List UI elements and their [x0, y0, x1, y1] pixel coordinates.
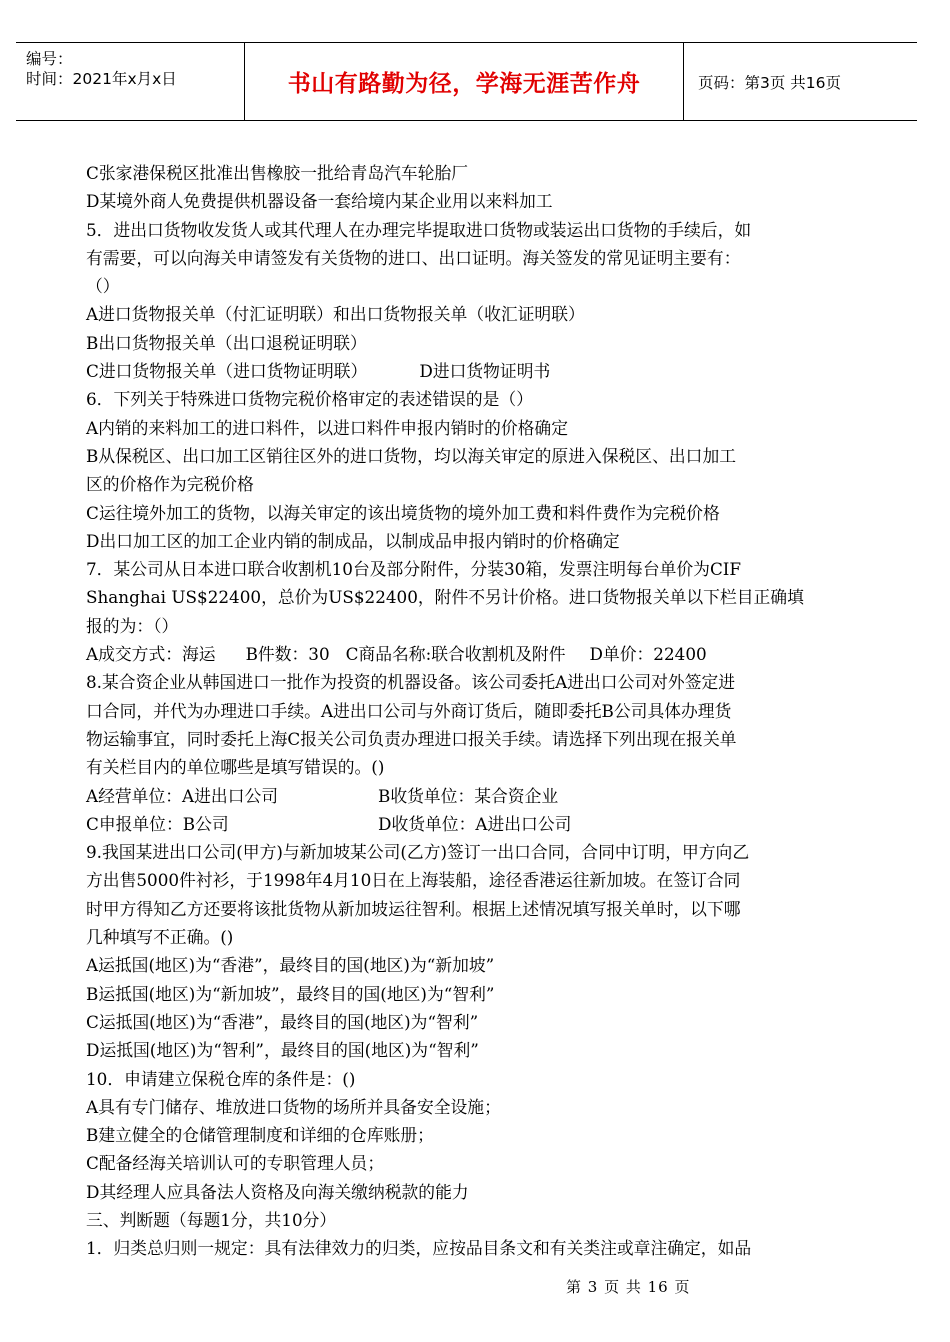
text-line: 几种填写不正确。(): [86, 927, 234, 948]
page-info: 页码：第3页 共16页: [698, 73, 842, 92]
motto-text: 书山有路勤为径，学海无涯苦作舟: [287, 71, 641, 97]
text-line: 有需要，可以向海关申请签发有关货物的进口、出口证明。海关签发的常见证明主要有：: [86, 247, 741, 268]
document-number-label: 编号：: [26, 50, 73, 68]
judgment-question-1: 1．归类总归则一规定：具有法律效力的归类，应按品目条文和有关类注或章注确定，如品: [86, 1238, 752, 1259]
header-motto-cell: [245, 43, 684, 120]
question-10-text: 10．申请建立保税仓库的条件是：(): [86, 1068, 356, 1089]
page-footer: 第 3 页 共 16 页: [566, 1278, 691, 1296]
option-line: D其经理人应具备法人资格及向海关缴纳税款的能力: [86, 1181, 469, 1202]
option-row: [86, 810, 856, 838]
text-line: 时甲方得知乙方还要将该批货物从新加坡运往智利。根据上述情况填写报关单时，以下哪: [86, 898, 741, 919]
text-line: 方出售5000件衬衫，于1998年4月10日在上海装船，途径香港运往新加坡。在签订合同: [86, 870, 741, 891]
option-row: [86, 357, 856, 385]
text-line: Shanghai US$22400，总价为US$22400，附件不另计价格。进口货物报关单以下栏目正确填: [86, 587, 804, 608]
question-8-text: 8.某合资企业从韩国进口一批作为投资的机器设备。该公司委托A进出口公司对外签定进: [86, 672, 736, 693]
question-9-text: 9.我国某进出口公司(甲方)与新加坡某公司(乙方)签订一出口合同，合同中订明，甲方向乙: [86, 842, 750, 863]
option-line: A内销的来料加工的进口料件，以进口料件申报内销时的价格确定: [86, 417, 568, 438]
option-a: A成交方式：海运: [86, 644, 216, 665]
text-line: 物运输事宜，同时委托上海C报关公司负责办理进口报关手续。请选择下列出现在报关单: [86, 728, 737, 749]
option-line: B建立健全的仓储管理制度和详细的仓库账册；: [86, 1125, 434, 1146]
question-6-text: 6．下列关于特殊进口货物完税价格审定的表述错误的是（）: [86, 389, 533, 410]
document-body: [86, 159, 856, 1263]
option-c: C进口货物报关单（进口货物证明联）: [86, 361, 368, 382]
option-c: C商品名称:联合收割机及附件: [345, 644, 566, 665]
option-line: B运抵国(地区)为“新加坡”，最终目的国(地区)为“智利”: [86, 983, 495, 1004]
text-line: （）: [86, 276, 120, 297]
text-line: C张家港保税区批准出售橡胶一批给青岛汽车轮胎厂: [86, 163, 469, 183]
header-meta-cell: [16, 43, 245, 120]
header-page-cell: [684, 43, 917, 120]
option-line: D出口加工区的加工企业内销的制成品，以制成品申报内销时的价格确定: [86, 530, 620, 551]
option-line: D运抵国(地区)为“智利”，最终目的国(地区)为“智利”: [86, 1040, 479, 1061]
question-7-text: 7．某公司从日本进口联合收割机10台及部分附件，分装30箱，发票注明每台单价为CIF: [86, 559, 742, 580]
option-row: [86, 640, 856, 668]
option-c: C申报单位：B公司: [86, 813, 229, 834]
option-line: A运抵国(地区)为“香港”，最终目的国(地区)为“新加坡”: [86, 955, 495, 976]
document-header: [16, 42, 917, 121]
option-d: D单价：22400: [589, 644, 707, 665]
option-d: D进口货物证明书: [419, 361, 551, 382]
text-line: D某境外商人免费提供机器设备一套给境内某企业用以来料加工: [86, 191, 553, 212]
option-line: C运往境外加工的货物，以海关审定的该出境货物的境外加工费和料件费作为完税价格: [86, 502, 720, 523]
option-d: D收货单位：A进出口公司: [378, 813, 572, 834]
option-b: B件数：30: [245, 644, 330, 665]
document-date: 时间：2021年x月x日: [26, 70, 177, 88]
option-row: [86, 782, 856, 810]
option-line: A具有专门储存、堆放进口货物的场所并具备安全设施；: [86, 1096, 501, 1117]
question-5-text: 5．进出口货物收发货人或其代理人在办理完毕提取进口货物或装运出口货物的手续后，如: [86, 219, 752, 240]
option-line: B从保税区、出口加工区销往区外的进口货物，均以海关审定的原进入保税区、出口加工: [86, 445, 737, 466]
option-line: A进口货物报关单（付汇证明联）和出口货物报关单（收汇证明联）: [86, 304, 585, 325]
section-heading: 三、判断题（每题1分，共10分）: [86, 1209, 337, 1230]
text-line: 区的价格作为完税价格: [86, 474, 254, 495]
option-line: B出口货物报关单（出口退税证明联）: [86, 332, 367, 353]
text-line: 口合同，并代为办理进口手续。A进出口公司与外商订货后，随即委托B公司具体办理货: [86, 700, 732, 721]
option-line: C配备经海关培训认可的专职管理人员；: [86, 1153, 385, 1174]
option-line: C运抵国(地区)为“香港”，最终目的国(地区)为“智利”: [86, 1011, 479, 1032]
text-line: 报的为：（）: [86, 615, 179, 636]
option-a: A经营单位：A进出口公司: [86, 785, 279, 806]
text-line: 有关栏目内的单位哪些是填写错误的。(): [86, 757, 385, 778]
option-b: B收货单位：某合资企业: [378, 785, 559, 806]
